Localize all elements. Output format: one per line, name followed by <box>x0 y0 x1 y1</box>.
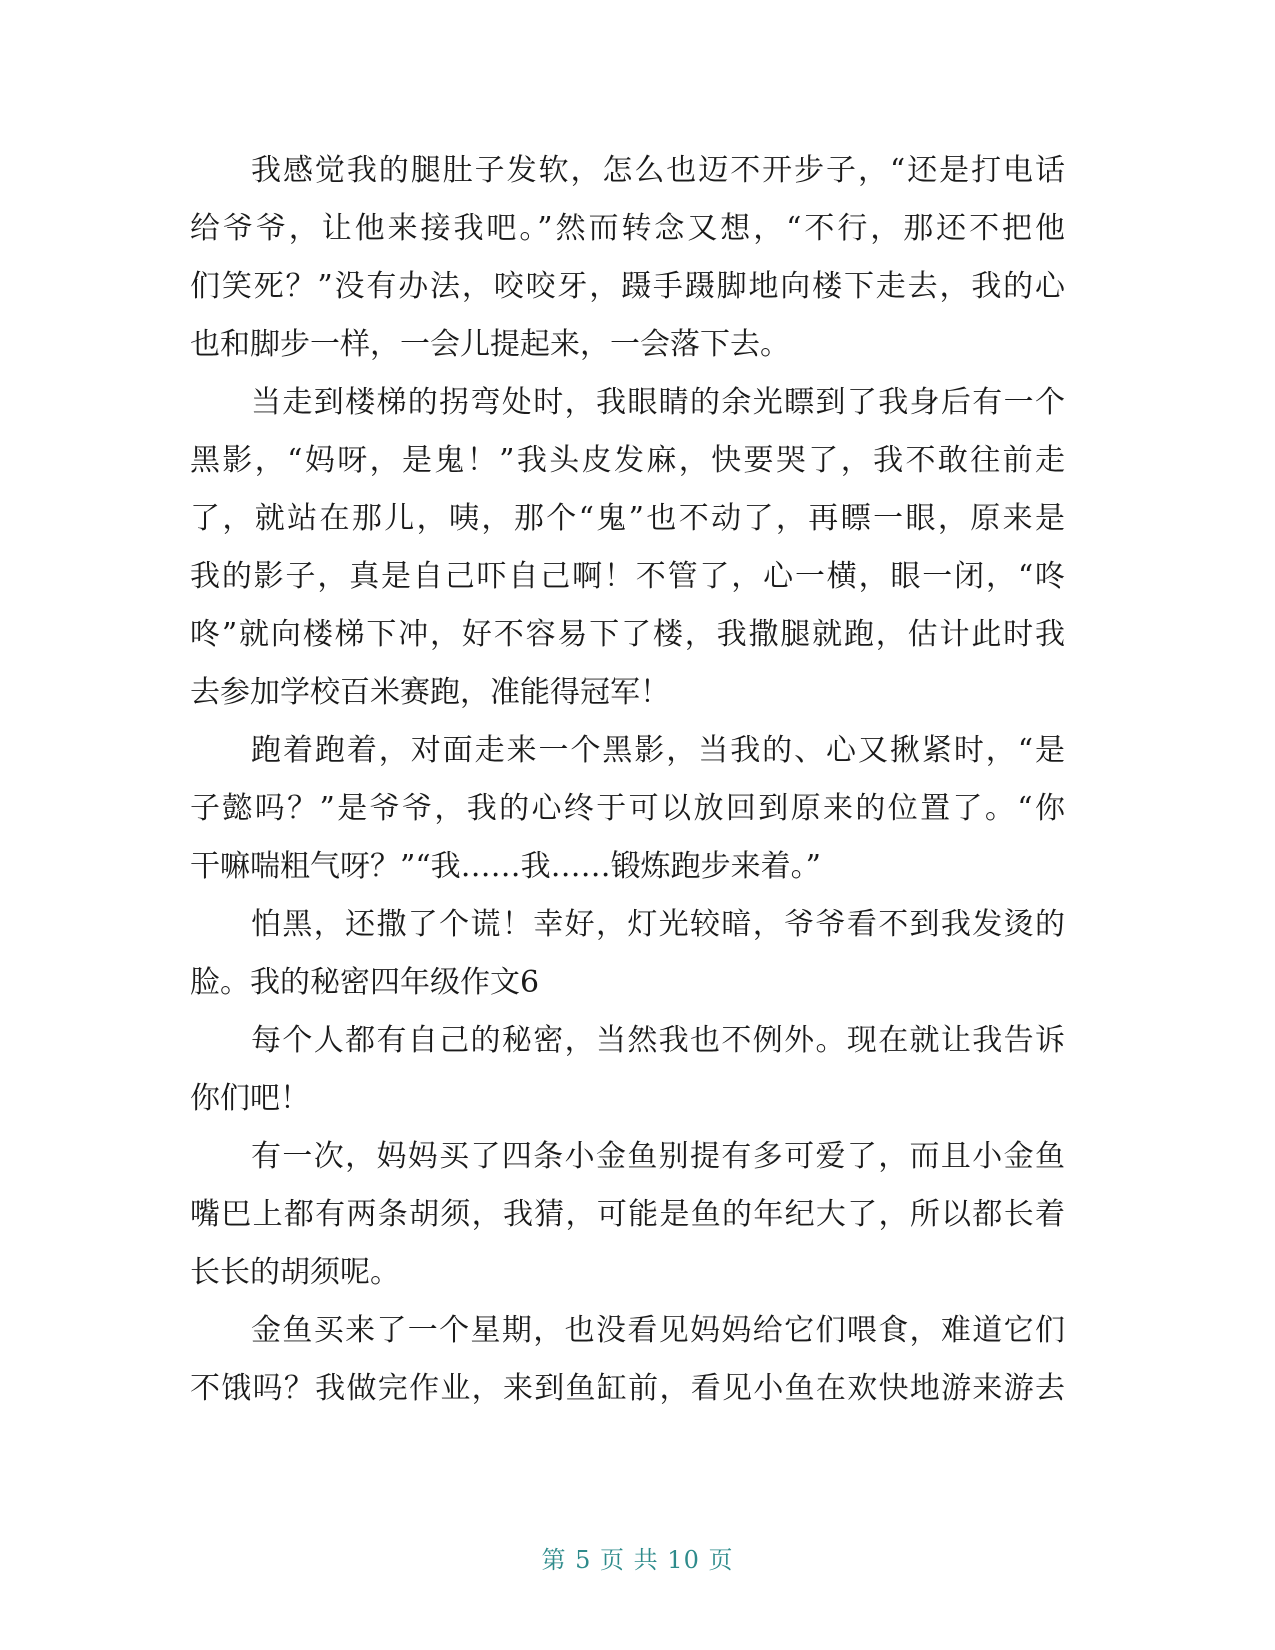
text-line: 每个人都有自己的秘密，当然我也不例外。现在就让我告诉 <box>251 1023 1065 1058</box>
text-line: 我感觉我的腿肚子发软，怎么也迈不开步子，“还是打电话 <box>251 153 1065 188</box>
text-line: 你们吧！ <box>190 1081 310 1116</box>
text-line: 脸。我的秘密四年级作文6 <box>190 965 540 1000</box>
text-line: 长长的胡须呢。 <box>190 1255 400 1290</box>
text-line: 去参加学校百米赛跑，准能得冠军！ <box>190 675 670 710</box>
text-line: 子懿吗？”是爷爷，我的心终于可以放回到原来的位置了。“你 <box>190 791 1065 826</box>
text-line: 跑着跑着，对面走来一个黑影，当我的、心又揪紧时，“是 <box>251 733 1065 768</box>
text-line: 给爷爷，让他来接我吧。”然而转念又想，“不行，那还不把他 <box>190 211 1065 246</box>
text-line: 也和脚步一样，一会儿提起来，一会落下去。 <box>190 327 790 362</box>
text-line: 我的影子，真是自己吓自己啊！不管了，心一横，眼一闭，“咚 <box>190 559 1065 594</box>
text-line: 当走到楼梯的拐弯处时，我眼睛的余光瞟到了我身后有一个 <box>251 385 1065 420</box>
text-line: 了，就站在那儿，咦，那个“鬼”也不动了，再瞟一眼，原来是 <box>190 501 1065 536</box>
text-line: 咚”就向楼梯下冲，好不容易下了楼，我撒腿就跑，估计此时我 <box>190 617 1065 652</box>
text-line: 怕黑，还撒了个谎！幸好，灯光较暗，爷爷看不到我发烫的 <box>251 907 1065 942</box>
text-line: 黑影，“妈呀，是鬼！”我头皮发麻，快要哭了，我不敢往前走 <box>190 443 1065 478</box>
text-line: 嘴巴上都有两条胡须，我猜，可能是鱼的年纪大了，所以都长着 <box>190 1197 1065 1232</box>
text-line: 干嘛喘粗气呀？”“我……我……锻炼跑步来着。” <box>190 849 822 884</box>
text-line: 不饿吗？我做完作业，来到鱼缸前，看见小鱼在欢快地游来游去 <box>190 1371 1065 1406</box>
text-line: 们笑死？”没有办法，咬咬牙，蹑手蹑脚地向楼下走去，我的心 <box>190 269 1065 304</box>
text-line: 金鱼买来了一个星期，也没看见妈妈给它们喂食，难道它们 <box>251 1313 1065 1348</box>
page-number-footer: 第 5 页 共 10 页 <box>541 1546 734 1574</box>
text-line: 有一次，妈妈买了四条小金鱼别提有多可爱了，而且小金鱼 <box>251 1139 1065 1174</box>
